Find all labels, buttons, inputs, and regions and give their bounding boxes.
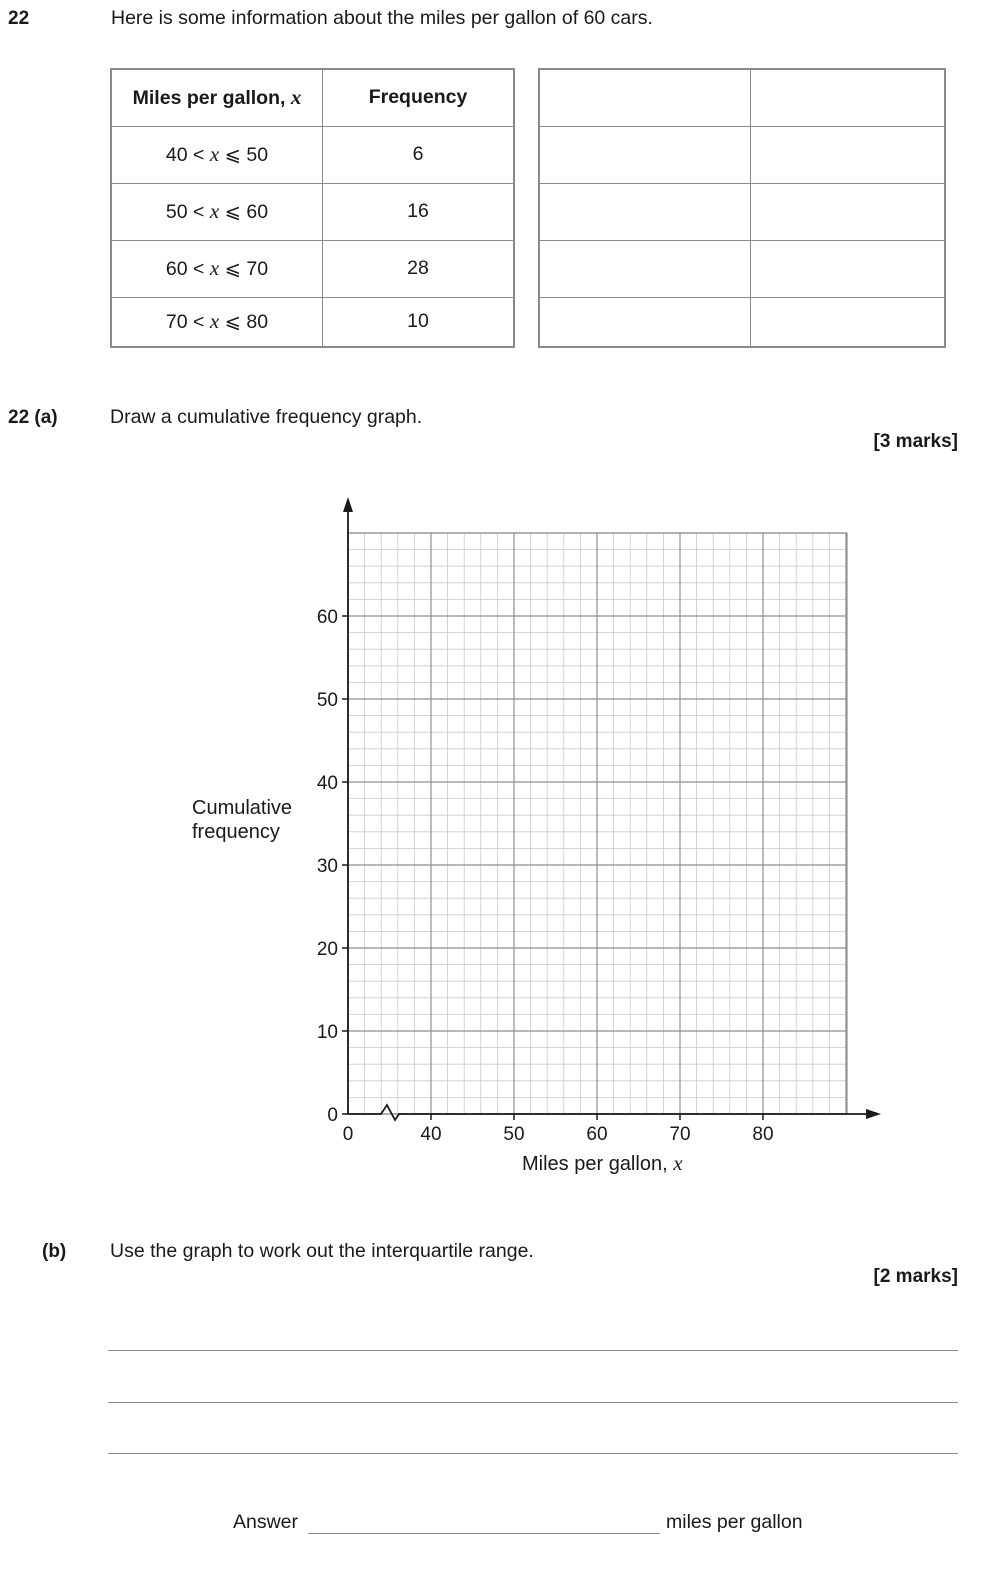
question-number: 22 (8, 8, 30, 29)
question-stem: Here is some information about the miles per gallon of 60 cars. (111, 7, 653, 29)
x-axis-arrow (866, 1109, 881, 1119)
cumulative-frequency-graph[interactable] (0, 480, 984, 1200)
y-tick-label: 20 (316, 939, 338, 960)
y-tick-label: 50 (316, 690, 338, 711)
answer-line[interactable] (308, 1533, 660, 1534)
class-interval: 50 < x ⩽ 60 (111, 183, 323, 240)
y-axis-label-line1: Cumulative (192, 797, 293, 819)
class-interval: 70 < x ⩽ 80 (111, 297, 323, 347)
table-row (111, 240, 514, 297)
frequency-value: 10 (323, 297, 515, 347)
class-interval: 60 < x ⩽ 70 (111, 240, 323, 297)
major-gridlines (348, 533, 847, 1114)
part-b-marks: [2 marks] (873, 1266, 958, 1287)
answer-unit: miles per gallon (666, 1511, 803, 1533)
blank-cell[interactable] (751, 297, 946, 347)
frequency-table (110, 68, 515, 348)
blank-cell[interactable] (751, 69, 946, 126)
frequency-value: 28 (323, 240, 515, 297)
y-tick-label: 10 (316, 1022, 338, 1043)
working-line[interactable] (108, 1350, 958, 1351)
table-header-frequency: Frequency (323, 69, 515, 126)
part-a-label: 22 (a) (8, 407, 58, 428)
y-tick-label: 40 (316, 773, 338, 794)
x-axis-label: Miles per gallon, x (522, 1151, 683, 1175)
part-a-marks: [3 marks] (873, 431, 958, 452)
class-interval: 40 < x ⩽ 50 (111, 126, 323, 183)
blank-cell[interactable] (539, 126, 751, 183)
part-b-label: (b) (42, 1241, 67, 1262)
blank-cell[interactable] (539, 297, 751, 347)
table-header-mpg: Miles per gallon, x (111, 69, 323, 126)
blank-cell[interactable] (539, 69, 751, 126)
x-tick-label: 80 (752, 1124, 774, 1145)
table-row (111, 183, 514, 240)
x-tick-label: 70 (669, 1124, 691, 1145)
blank-cell[interactable] (539, 240, 751, 297)
answer-label: Answer (233, 1511, 299, 1533)
y-tick-label: 30 (316, 856, 338, 877)
x-tick-label: 0 (342, 1124, 354, 1145)
working-line[interactable] (108, 1453, 958, 1454)
working-line[interactable] (108, 1402, 958, 1403)
table-row (111, 126, 514, 183)
frequency-value: 16 (323, 183, 515, 240)
x-tick-label: 40 (420, 1124, 442, 1145)
part-a-text: Draw a cumulative frequency graph. (110, 406, 423, 428)
y-tick-label: 60 (316, 607, 338, 628)
part-b-text: Use the graph to work out the interquartile range. (110, 1240, 534, 1262)
x-axis-with-break (348, 1105, 868, 1120)
x-tick-label: 50 (503, 1124, 525, 1145)
table-row (111, 297, 514, 347)
blank-cell[interactable] (751, 126, 946, 183)
y-axis-arrow (343, 497, 353, 512)
blank-cell[interactable] (751, 240, 946, 297)
axes (343, 497, 881, 1120)
y-axis-label-line2: frequency (192, 821, 280, 843)
blank-cell[interactable] (751, 183, 946, 240)
x-tick-label: 60 (586, 1124, 608, 1145)
blank-cell[interactable] (539, 183, 751, 240)
y-tick-label: 0 (327, 1105, 338, 1126)
frequency-value: 6 (323, 126, 515, 183)
blank-working-table (538, 68, 946, 348)
